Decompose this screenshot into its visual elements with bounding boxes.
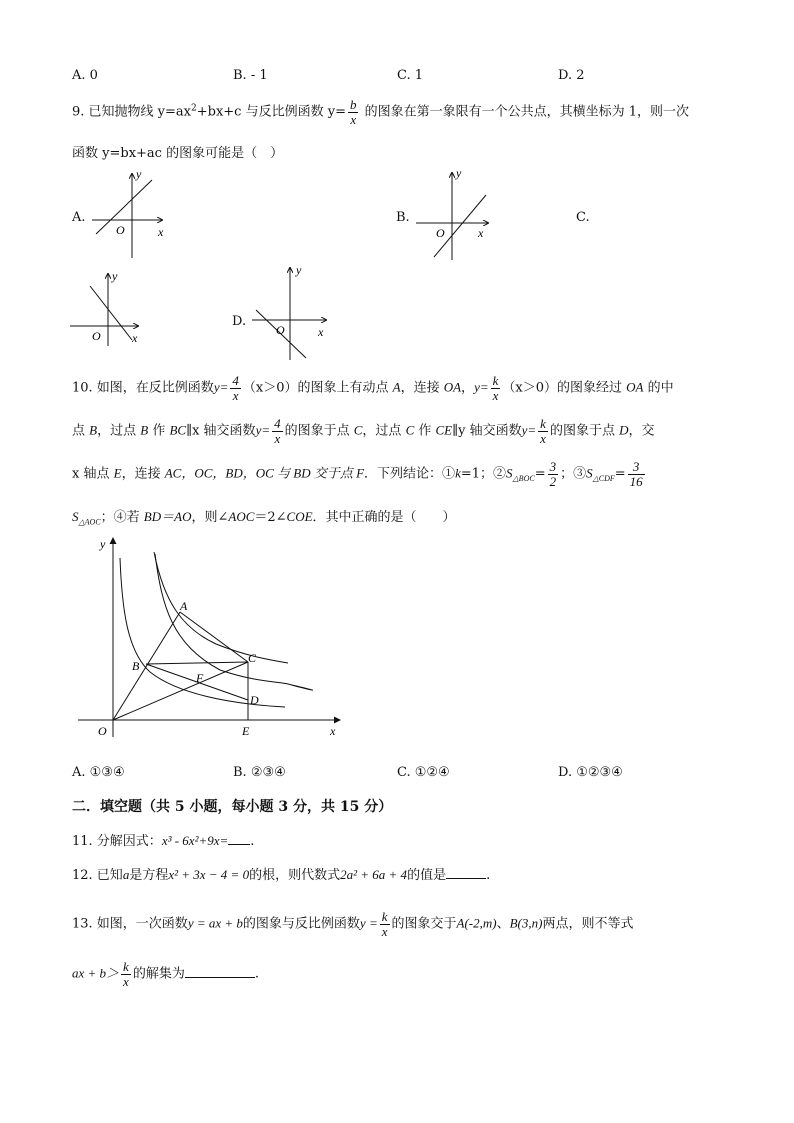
option-d: D. 2 xyxy=(558,68,585,83)
curve-y-4-over-x xyxy=(155,554,313,690)
label-y: y xyxy=(100,537,106,551)
origin-label: O xyxy=(92,329,101,343)
q9-graph-d xyxy=(248,262,338,362)
origin-label: O xyxy=(436,226,445,240)
option-c: C. 1 xyxy=(397,68,424,83)
y-label: y xyxy=(456,166,462,180)
label-A: A xyxy=(180,599,188,613)
answer-blank xyxy=(228,844,250,845)
label-E: E xyxy=(242,724,250,738)
y-label: y xyxy=(296,263,302,277)
segment-BC xyxy=(146,662,248,664)
q10-option-b: B. ②③④ xyxy=(233,765,286,780)
question-9-line1: 9. 已知抛物线 $y=ax^2+bx+c$ 与反比例函数 y= $\frac{b}{x}$ 的图象在第一象限有一个公共点，其横坐标为 1，则一次 xyxy=(72,97,690,127)
q9-graph-a xyxy=(88,168,178,263)
option-a: A. 0 xyxy=(72,68,98,83)
x-label: x xyxy=(158,225,164,239)
q10-option-d: D. ①②③④ xyxy=(558,765,623,780)
y-label: y xyxy=(136,168,142,181)
question-10-line2: 点 B，过点 B 作 BC∥x 轴交函数y= $\frac{4}{x}$ 的图象于点 C，过点 C 作 CE∥y 轴交函数y= $\frac{k}{x}$ 的图象于点 D，交 xyxy=(72,416,655,446)
x-label: x xyxy=(132,331,138,345)
q9-label-b: B. xyxy=(396,210,410,225)
segment-AC xyxy=(180,612,248,662)
origin-label: O xyxy=(276,323,285,337)
question-10-line4: $S_{\triangle AOC}$；④若 BD＝AO，则∠AOC＝2∠COE．其中正确的是（ ） xyxy=(72,509,456,527)
fraction-b-over-x: $\frac{b}{x}$ xyxy=(349,97,357,127)
answer-blank xyxy=(446,878,486,879)
q9-label-d: D. xyxy=(232,314,247,329)
question-13-line2: ax + b＞ $\frac{k}{x}$ 的解集为 . xyxy=(72,959,259,989)
q9-label-c: C. xyxy=(576,210,590,225)
x-label: x xyxy=(478,226,484,240)
q9-graph-c xyxy=(68,268,148,348)
question-10-line1: 10. 如图，在反比例函数y= $\frac{4}{x}$ （x＞0）的图象上有动点 A，连接 OA，y= $\frac{k}{x}$ （x＞0）的图象经过 OA 的中 xyxy=(72,373,674,403)
label-C: C xyxy=(248,651,257,665)
q9-graph-b xyxy=(412,165,502,265)
label-F: F xyxy=(196,671,204,685)
label-x: x xyxy=(330,724,336,738)
option-b: B. - 1 xyxy=(233,68,268,83)
section-heading: 二．填空题（共 5 小题，每小题 3 分，共 15 分） xyxy=(72,799,393,815)
question-10-line3: x 轴点 E，连接 AC，OC，BD，OC 与 BD 交于点 F．下列结论：①k=1；$②S_{\triangle BOC}=$ $\frac{3}{2}$ ；$③S_{\triangle CDF}=$ $\frac{3}{16}$ xyxy=(72,459,643,489)
answer-blank xyxy=(185,977,255,978)
label-B: B xyxy=(132,659,140,673)
q10-option-c: C. ①②④ xyxy=(397,765,450,780)
question-9-line2: 函数 y=bx+ac 的图象可能是（ ） xyxy=(72,146,284,161)
x-label: x xyxy=(318,325,324,339)
segment-OA xyxy=(113,612,180,720)
label-O: O xyxy=(98,724,107,738)
label-D: D xyxy=(250,693,259,707)
origin-label: O xyxy=(116,223,125,237)
q10-option-a: A. ①③④ xyxy=(72,765,125,780)
question-12: 12. 已知a是方程x² + 3x − 4 = 0的根，则代数式2a² + 6a + 4的值是 . xyxy=(72,867,491,883)
question-11: 11. 分解因式：x³ - 6x²+9x= . xyxy=(72,833,255,849)
question-13-line1: 13. 如图，一次函数y = ax + b的图象与反比例函数y = $\frac{k}{x}$ 的图象交于A(-2,m)、B(3,n)两点，则不等式 xyxy=(72,909,634,939)
q10-figure xyxy=(70,532,350,742)
y-label: y xyxy=(112,269,118,283)
q9-label-a: A. xyxy=(72,210,86,225)
curve-outer xyxy=(154,552,288,663)
